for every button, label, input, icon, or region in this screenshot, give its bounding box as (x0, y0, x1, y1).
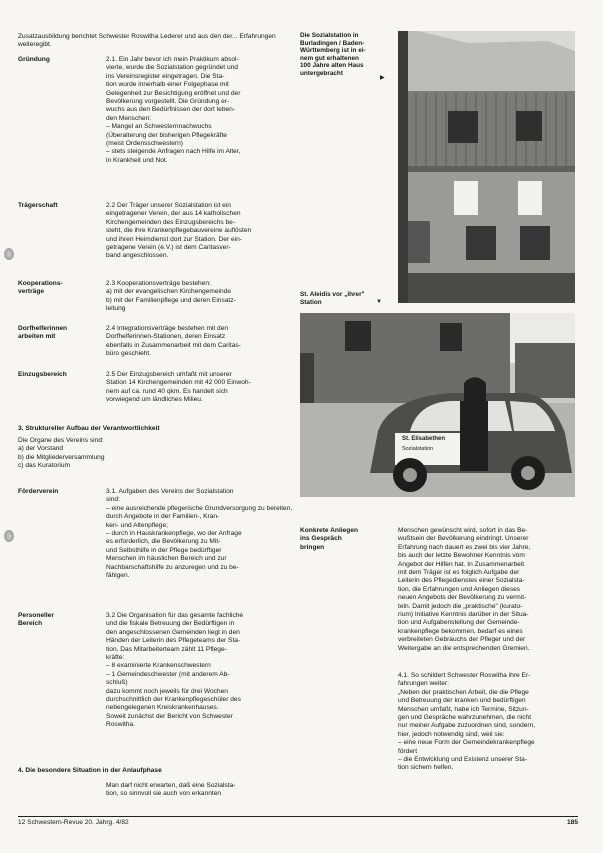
label-einzugsbereich: Einzugsbereich (18, 371, 67, 378)
caption-photo-building: Die Sozialstation in Burladingen / Baden- Württemberg ist in ei- nem gut erhaltenen 100 Jahre alten Haus untergebracht (300, 32, 366, 77)
heading-section-4: 4. Die besondere Situation in der Anlaufphase (18, 767, 162, 774)
text-right-column-2: 4.1. So schildert Schwester Roswitha ihre Er- fahrungen weiter: „Neben der praktischen Arbeit, die die Pflege und Betreuung der kranken und bedürftigen Menschen umfaßt, habe ich Termine, Sitzun- gen und Gespräche wahrzunehmen, die nicht nur meiner Aufgabe zuzuordnen sind, sondern, hier, jedoch notwendig sind, weil sie: – eine neue Form der Gemeindekrankenpflege fördert – die Entwicklung und Existenz unserer Sta- tion sichern helfen. (398, 672, 536, 772)
text-einzugsbereich: 2.5 Der Einzugsbereich umfaßt mit unserer Station 14 Kirchengemeinden mit 42 000 Einwoh- nern auf ca. rund 40 qkm. Es handelt sich vorwiegend um ländliches Milieu. (106, 371, 251, 404)
label-foerderverein: Förderverein (18, 488, 59, 495)
text-personeller-bereich: 3.2 Die Organisation für das gesamte fachliche und die fiskale Betreuung der Bedürftigen in den angeschlossenen Gemeinden liegt in den Händen der Leiterin des Pflegeteams der Sta- tion. Das Mitarbeiterteam zählt 11 Pflege- kräfte: – 8 examinierte Krankenschwestern – 1 Gemeindeschwester (mit anderem Ab- schluß) dazu kommt noch jeweils für drei Wochen durchschnittlich der Krankenpflegeschüler des nebengelegenen Kreiskrankenhauses. Soweit zunächst der Bericht von Schwester Roswitha. (106, 612, 244, 729)
intro-text: Zusatzausbildung berichtet Schwester Roswitha Lederer und aus den der... Erfahrungen weiteregibt. (18, 33, 276, 49)
car-lettering-station: Sozialstation (402, 446, 434, 452)
footer-publication: 12 Schwestern-Revue 20. Jahrg. 4/82 (18, 819, 129, 826)
text-section-4-start: Man darf nicht erwarten, daß eine Sozialsta- tion, so sinnvoll sie auch von erkannten (106, 782, 236, 798)
punch-hole (4, 248, 14, 260)
photo-sozialstation-building (398, 31, 575, 303)
text-kooperation: 2.3 Kooperationsverträge bestehen: a) mit der evangelischen Kirchengemeinde b) mit der Familienpflege und deren Einsatz- leitung (106, 280, 236, 313)
text-gruendung: 2.1. Ein Jahr bevor ich mein Praktikum absol- vierte, wurde die Sozialstation gegründet und ins Vereinsregister eingetragen. Die Sta- tion wurde innerhalb einer Folgephase mit Gelegenheit zur Besichtigung eröffnet und der Bevölkerung vorgestellt. Die Gründung er- wuchs aus den Bedürfnissen der dort leben- den Menschen: – Mangel an Schwesternnachwuchs (Überalterung der bisherigen Pflegekräfte (meist Ordensschwestern) – stets steigende Anfragen nach Hilfe im Alter, in Krankheit und Not. (106, 56, 241, 164)
page-number: 185 (566, 819, 578, 826)
photo-nurse-with-car (300, 313, 575, 497)
text-foerderverein: 3.1. Aufgaben des Vereins der Sozialstation sind: – eine ausreichende pflegerische Grundversorgung zu bereiten, durch Angebote in der Familien-, Kran- ken- und Altenpflege; – durch in Hauskrankenpflege, wo der Anfrage es erforderlich, die Bevölkerung zu Mit- und Selbsthilfe in der Pflege bedürftiger Menschen im häuslichen Bereich und zur Nachbarschaftshilfe zu anzuregen und zu be- fähigen. (106, 488, 293, 580)
footer-rule (18, 816, 578, 817)
label-gruendung: Gründung (18, 56, 50, 63)
label-dorfhelferinnen: Dorfhelferinnen arbeiten mit (18, 325, 68, 341)
caption-photo-nurse: St. Aleidis vor „ihrer" Station (300, 291, 365, 306)
caption-arrow-icon: ▼ (376, 299, 382, 305)
label-konkrete-anliegen: Konkrete Anliegen ins Gespräch bringen (300, 527, 359, 551)
label-kooperation: Kooperations- verträge (18, 280, 63, 296)
organe-list: Die Organe des Vereins sind: a) der Vorstand b) die Mitgliederversammlung c) das Kuratorium (18, 437, 105, 470)
label-traegerschaft: Trägerschaft (18, 202, 58, 209)
label-personeller-bereich: Personeller Bereich (18, 612, 54, 628)
car-lettering-name: St. Elisabethen (402, 436, 446, 442)
text-dorfhelferinnen: 2.4 Integrationsverträge bestehen mit den Dorfhelferinnen-Stationen, deren Einsatz ebenfalls in Zusammenarbeit mit dem Caritas- büro geschieht. (106, 325, 241, 358)
caption-arrow-icon: ▶ (380, 75, 385, 81)
text-traegerschaft: 2.2 Der Träger unserer Sozialstation ist ein eingetragener Verein, der aus 14 katholischen Kirchengemeinden des Einzugsbereichs be- steht, die ihre Krankenpflegebauvereine auflösten und ihren Heimdienst dort zur Station. Der ein- getragene Verein (e.V.) ist dem Caritasver- band angeschlossen. (106, 202, 252, 260)
heading-section-3: 3. Struktureller Aufbau der Verantwortlichkeit (18, 425, 160, 432)
punch-hole (4, 530, 14, 542)
text-right-column-1: Menschen gewünscht wird, sofort in das Be- wußtsein der Bevölkerung eindringt. Unserer Erfahrung nach dauert es zwei bis vier Jahre, bis auch der letzte Bewohner Kenntnis vom Angebot der Hilfen hat. In Zusammenarbeit mit dem Träger ist es folglich Aufgabe der Leiterin des Pflegedienstes einer Sozialsta- tion, die Erfahrungen und Anliegen dieses neuen Angebots der Bevölkerung zu vermit- teln. Damit jedoch die „praktische" (kurato- rium) Initiative Kenntnis darüber in der Situa- tion und Aufgabenstellung der Gemeinde- krankenpflege bekommen, bedarf es eines verbreiteten Gebrauchs der Pfleger und der Weitergabe an die entsprechenden Gremien. (398, 527, 531, 652)
